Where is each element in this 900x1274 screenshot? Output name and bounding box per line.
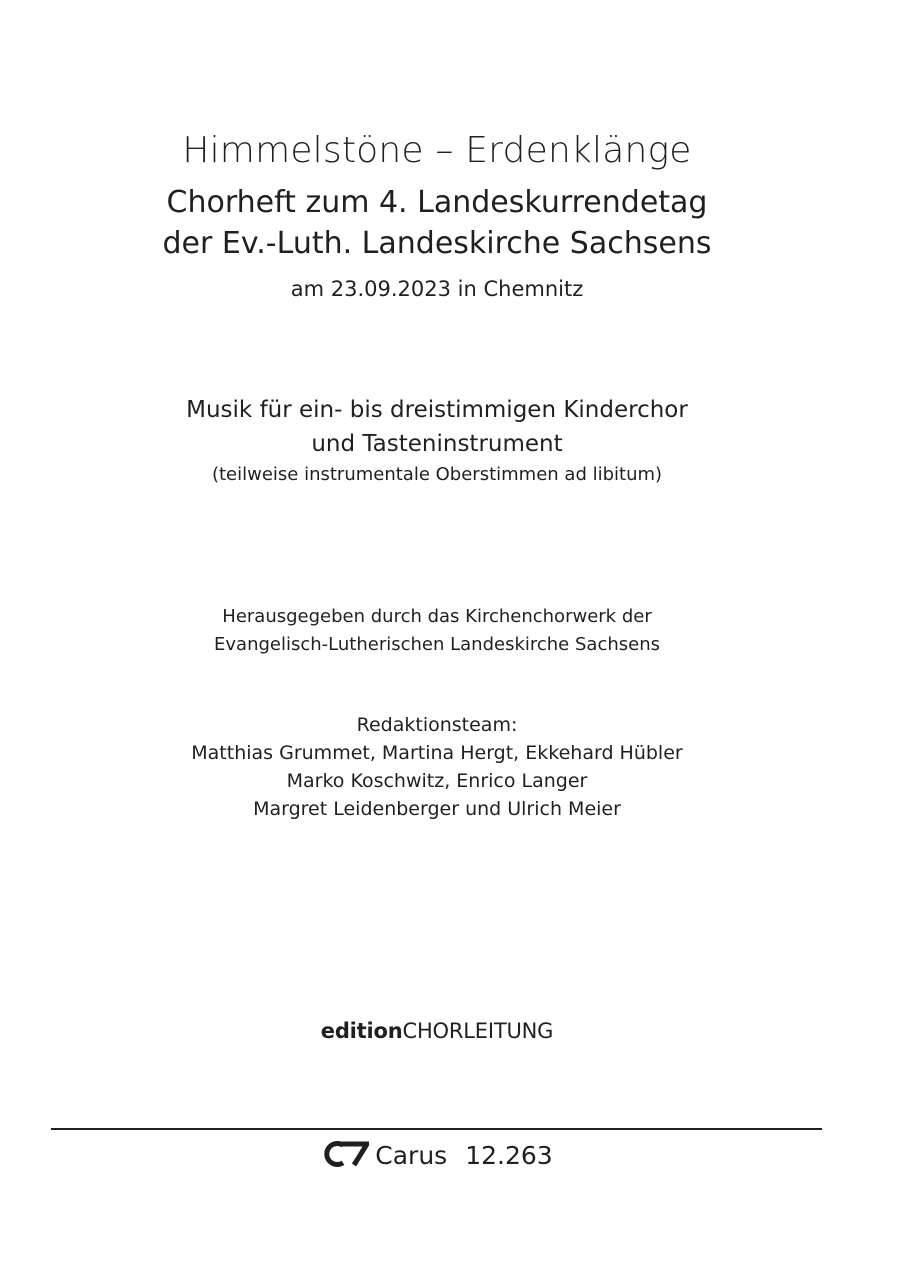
footer-divider (51, 1128, 822, 1130)
instrumentation-line: Musik für ein- bis dreistimmigen Kinderchor (186, 397, 688, 423)
editorial-team-member-line: Matthias Grummet, Martina Hergt, Ekkehard Hübler (191, 742, 683, 764)
publisher-statement-line: Herausgegeben durch das Kirchenchorwerk der (222, 606, 652, 627)
publisher-statement-line: Evangelisch-Lutherischen Landeskirche Sachsens (214, 634, 660, 655)
editorial-team-member-line: Margret Leidenberger und Ulrich Meier (253, 798, 621, 820)
publisher-statement (0, 603, 874, 659)
instrumentation (0, 393, 874, 489)
event-date (0, 273, 874, 305)
instrumentation-line: und Tasteninstrument (311, 431, 563, 457)
publisher-footer (0, 1137, 874, 1178)
edition-series (0, 1015, 874, 1047)
editorial-team-member-line: Marko Koschwitz, Enrico Langer (286, 770, 588, 792)
edition-series-prefix: edition (320, 1019, 403, 1043)
edition-series-name: CHORLEITUNG (402, 1019, 554, 1043)
carus-logo-icon (321, 1140, 369, 1178)
editorial-team-heading: Redaktionsteam: (356, 714, 518, 736)
subtitle (0, 182, 874, 264)
instrumentation-note: (teilweise instrumentale Oberstimmen ad libitum) (211, 464, 663, 485)
editorial-team (0, 711, 874, 823)
subtitle-line: Chorheft zum 4. Landeskurrendetag (166, 185, 708, 220)
catalog-number: 12.263 (465, 1141, 553, 1170)
page-title (0, 128, 874, 174)
subtitle-line: der Ev.-Luth. Landeskirche Sachsens (162, 226, 712, 261)
title-text: Himmelstöne – Erdenklänge (182, 130, 692, 171)
publisher-name: Carus (375, 1141, 448, 1170)
date-text: am 23.09.2023 in Chemnitz (290, 277, 584, 301)
